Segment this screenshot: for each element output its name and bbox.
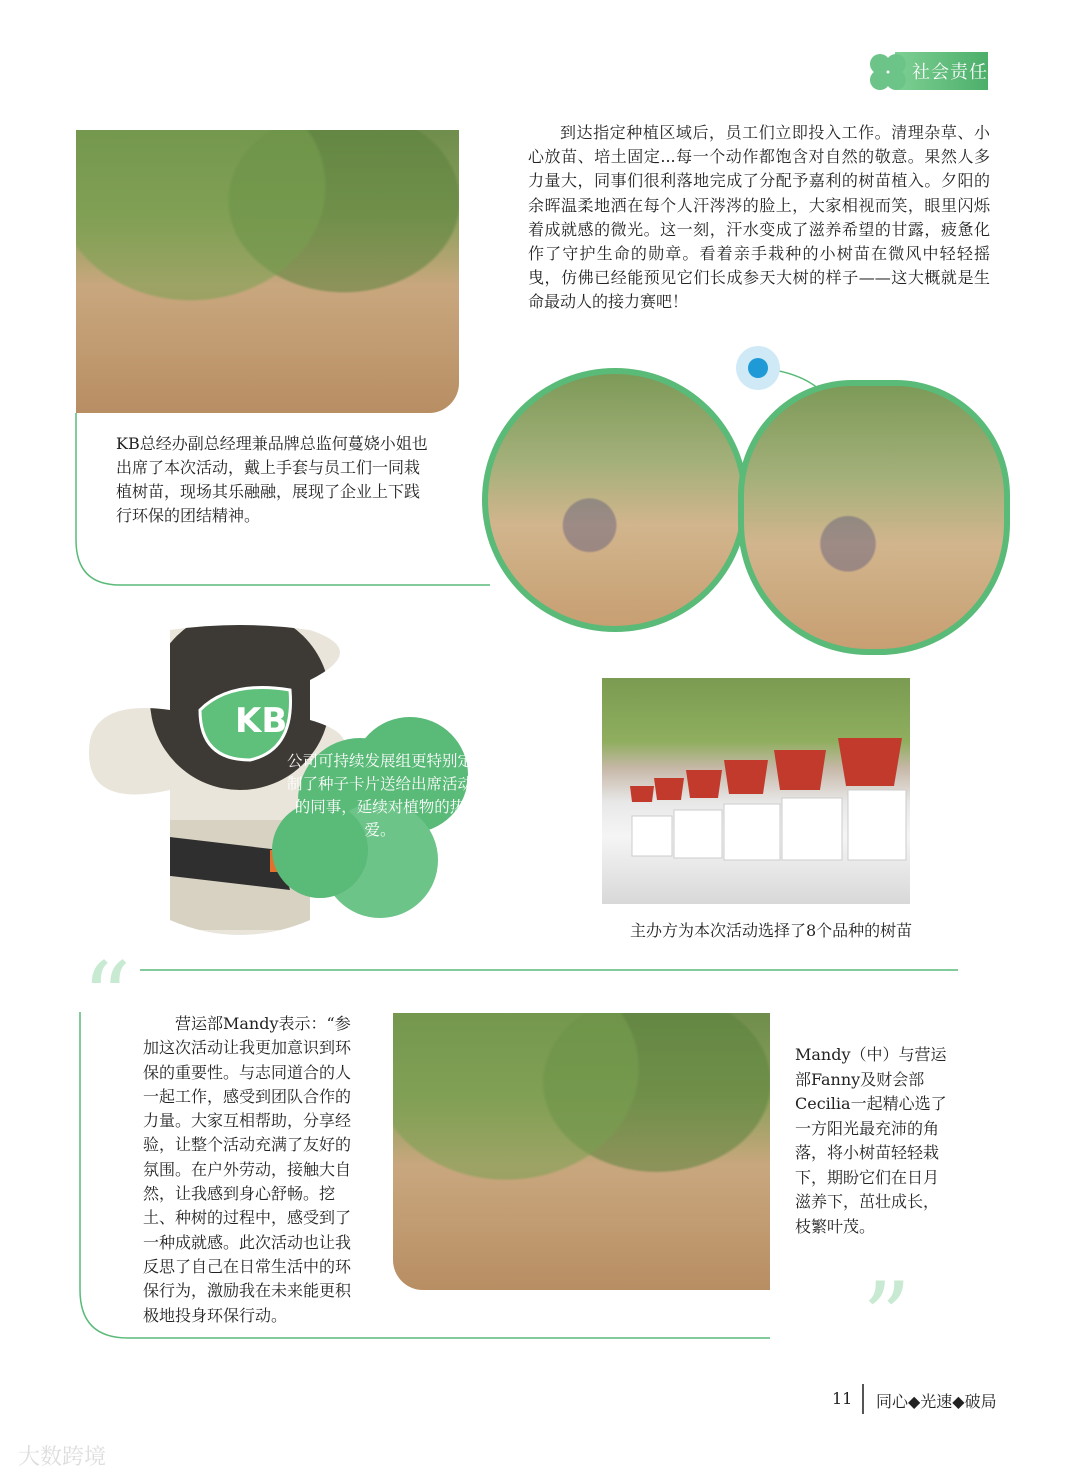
mandy-team-photo — [393, 1013, 770, 1290]
seedlings-photo — [602, 678, 910, 904]
mandy-quote-paragraph: 营运部Mandy表示：“参加这次活动让我更加意识到环保的重要性。与志同道合的人一起工作，感受到团队合作的力量。大家互相帮助，分享经验，让整个活动充满了友好的氛围。在户外劳动，接触大自然，让我感到身心舒畅。挖土、种树的过程中，感受到了一种成就感。此次活动也让我反思了自己在日常生活中的环保行为，激励我在未来能更积极地投身环保行动。 — [143, 1014, 352, 1325]
group-photo-circle-right — [738, 380, 1010, 655]
watermark: 大数跨境 — [18, 1445, 107, 1470]
main-paragraph: 到达指定种植区域后，员工们立即投入工作。清理杂草、小心放苗、培土固定...每一个动作都饱含对自然的敬意。果然人多力量大，同事们很利落地完成了分配予嘉利的树苗植入。夕阳的余晖温柔地洒在每个人汗涔涔的脸上，大家相视而笑，眼里闪烁着成就感的微光。这一刻，汗水变成了滋养希望的甘露，疲惫化作了守护生命的勋章。看着亲手栽种的小树苗在微风中轻轻摇曳，仿佛已经能预见它们长成参天大树的样子——这大概就是生命最动人的接力赛吧！ — [528, 123, 990, 312]
footer-divider — [862, 1384, 864, 1414]
mandy-caption: Mandy（中）与营运部Fanny及财会部Cecilia一起精心选了一方阳光最充沛的角落，将小树苗轻轻栽下，期盼它们在日月滋养下，茁壮成长，枝繁叶茂。 — [795, 1045, 947, 1236]
group-photo-circle-left — [482, 368, 748, 632]
planting-photo-manager — [76, 130, 459, 413]
blue-dot-icon — [734, 344, 782, 392]
seedling-pots — [602, 678, 910, 904]
open-quote-mark: “ — [82, 942, 132, 1054]
footer-tagline: 同心◆光速◆破局 — [876, 1392, 997, 1411]
section-label: 社会责任 — [912, 62, 988, 83]
kb-caption: KB总经办副总经理兼品牌总监何蔓娆小姐也出席了本次活动，戴上手套与员工们一同栽植树苗，现场其乐融融，展现了企业上下践行环保的团结精神。 — [116, 434, 428, 525]
seed-caption: 公司可持续发展组更特别定制了种子卡片送给出席活动的同事，延续对植物的热爱。 — [286, 752, 473, 839]
clover-icon — [866, 52, 912, 92]
seedlings-caption: 主办方为本次活动选择了8个品种的树苗 — [630, 921, 913, 940]
close-quote-mark: ” — [862, 1262, 912, 1374]
page-number: 11 — [832, 1389, 853, 1408]
seed-card-logo: KB — [235, 701, 288, 741]
